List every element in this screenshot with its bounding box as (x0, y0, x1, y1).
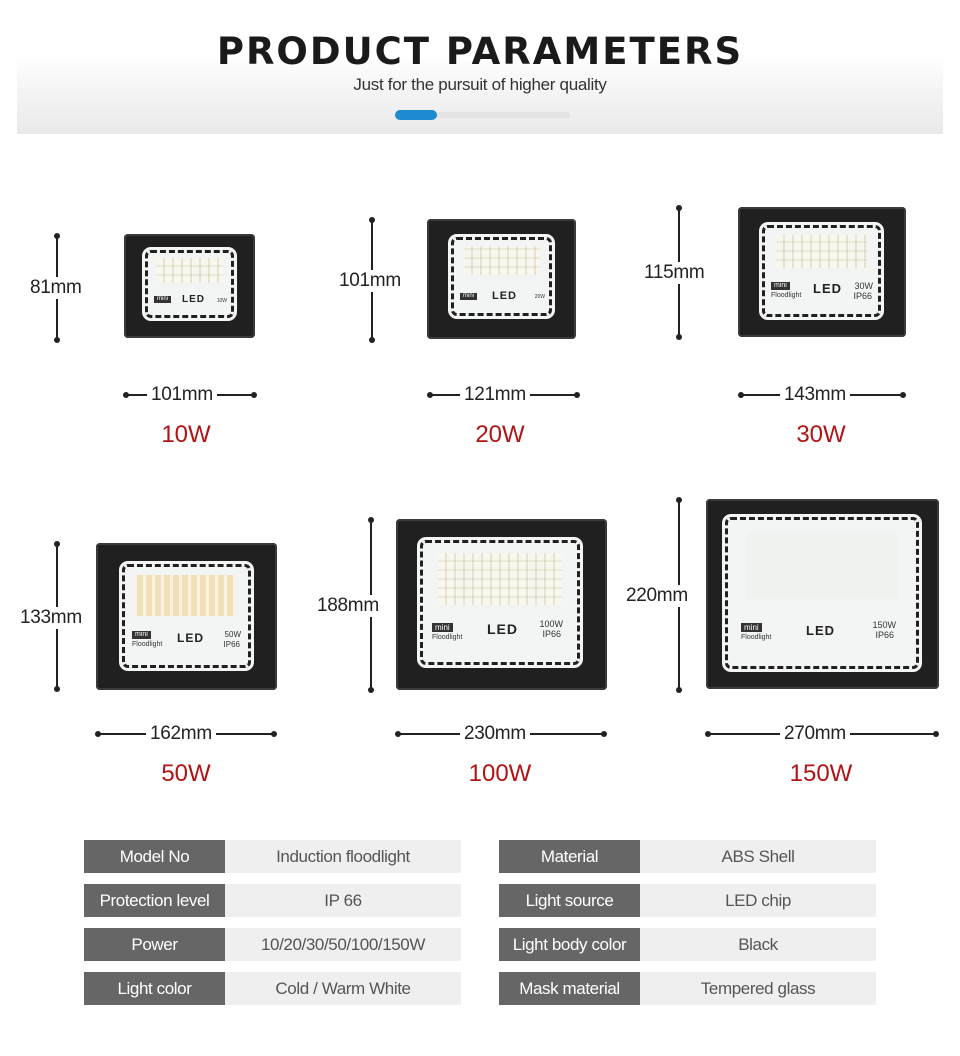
watt-text: 50W (224, 630, 241, 640)
spec-value: IP 66 (225, 884, 461, 917)
spec-row (499, 928, 876, 961)
floodlight-image (427, 219, 576, 339)
led-array (438, 553, 561, 605)
floodlight-image (124, 234, 255, 338)
spec-label: Light color (84, 972, 225, 1005)
page-subtitle: Just for the pursuit of higher quality (353, 75, 607, 94)
spec-row (84, 840, 461, 873)
spec-row (84, 972, 461, 1005)
led-array (137, 575, 235, 616)
height-label: 115mm (640, 262, 708, 284)
floodlight-text: Floodlight (741, 634, 772, 641)
spec-label: Light body color (499, 928, 640, 961)
floodlight-image (96, 543, 277, 690)
mini-badge: mini (771, 282, 790, 290)
watt-text: 100W (539, 619, 563, 630)
floodlight-text: Floodlight (432, 634, 463, 641)
led-text: LED (813, 281, 842, 296)
width-label: 121mm (460, 384, 530, 406)
power-label: 100W (468, 760, 532, 787)
led-text: LED (182, 294, 205, 305)
ip-text: IP66 (542, 629, 561, 640)
ip-text: IP66 (853, 291, 872, 302)
spec-value: 10/20/30/50/100/150W (225, 928, 461, 961)
height-label: 188mm (313, 595, 383, 617)
spec-label: Power (84, 928, 225, 961)
led-text: LED (177, 631, 204, 645)
progress-fill (395, 110, 437, 120)
led-text: LED (806, 623, 835, 638)
height-label: 81mm (26, 277, 86, 299)
ip-text: IP66 (223, 640, 240, 650)
spec-label: Light source (499, 884, 640, 917)
power-label: 50W (161, 760, 211, 787)
floodlight-image (738, 207, 906, 337)
spec-value: Black (640, 928, 876, 961)
spec-value: Cold / Warm White (225, 972, 461, 1005)
led-text: LED (492, 290, 517, 302)
spec-row (499, 884, 876, 917)
width-label: 270mm (780, 723, 850, 745)
spec-label: Material (499, 840, 640, 873)
led-array (464, 246, 540, 275)
height-label: 133mm (16, 607, 86, 629)
height-label: 101mm (335, 270, 405, 292)
light-panel (145, 250, 234, 318)
light-panel (762, 225, 881, 317)
led-array (776, 235, 866, 268)
spec-row (84, 928, 461, 961)
mini-badge: mini (132, 631, 151, 639)
page-title: PRODUCT PARAMETERS (216, 30, 744, 73)
watt-text: 10W (216, 297, 227, 304)
floodlight-text: Floodlight (771, 292, 802, 299)
floodlight-image (396, 519, 607, 690)
spec-row (499, 840, 876, 873)
spec-row (84, 884, 461, 917)
floodlight-text: Floodlight (132, 641, 163, 648)
width-label: 143mm (780, 384, 850, 406)
mini-badge: mini (741, 623, 762, 632)
mini-badge: mini (460, 293, 477, 300)
spec-value: LED chip (640, 884, 876, 917)
power-label: 20W (475, 421, 525, 448)
watt-text: 150W (872, 620, 896, 631)
led-text: LED (487, 621, 518, 637)
led-array (747, 532, 897, 599)
spec-value: Tempered glass (640, 972, 876, 1005)
watt-text: 20W (534, 293, 545, 300)
spec-row (499, 972, 876, 1005)
width-label: 162mm (146, 723, 216, 745)
power-label: 30W (796, 421, 846, 448)
light-panel (725, 517, 919, 669)
watt-text: 30W (854, 281, 873, 292)
light-panel (122, 564, 251, 668)
led-array (156, 258, 222, 283)
floodlight-image (706, 499, 939, 689)
spec-label: Protection level (84, 884, 225, 917)
width-label: 230mm (460, 723, 530, 745)
progress-track (395, 112, 570, 118)
spec-label: Model No (84, 840, 225, 873)
spec-label: Mask material (499, 972, 640, 1005)
spec-value: ABS Shell (640, 840, 876, 873)
power-label: 150W (789, 760, 853, 787)
mini-badge: mini (154, 296, 171, 303)
spec-value: Induction floodlight (225, 840, 461, 873)
width-label: 101mm (147, 384, 217, 406)
light-panel (420, 540, 580, 665)
mini-badge: mini (432, 623, 453, 632)
ip-text: IP66 (875, 630, 894, 641)
power-label: 10W (161, 421, 211, 448)
light-panel (451, 237, 552, 316)
height-label: 220mm (622, 585, 692, 607)
